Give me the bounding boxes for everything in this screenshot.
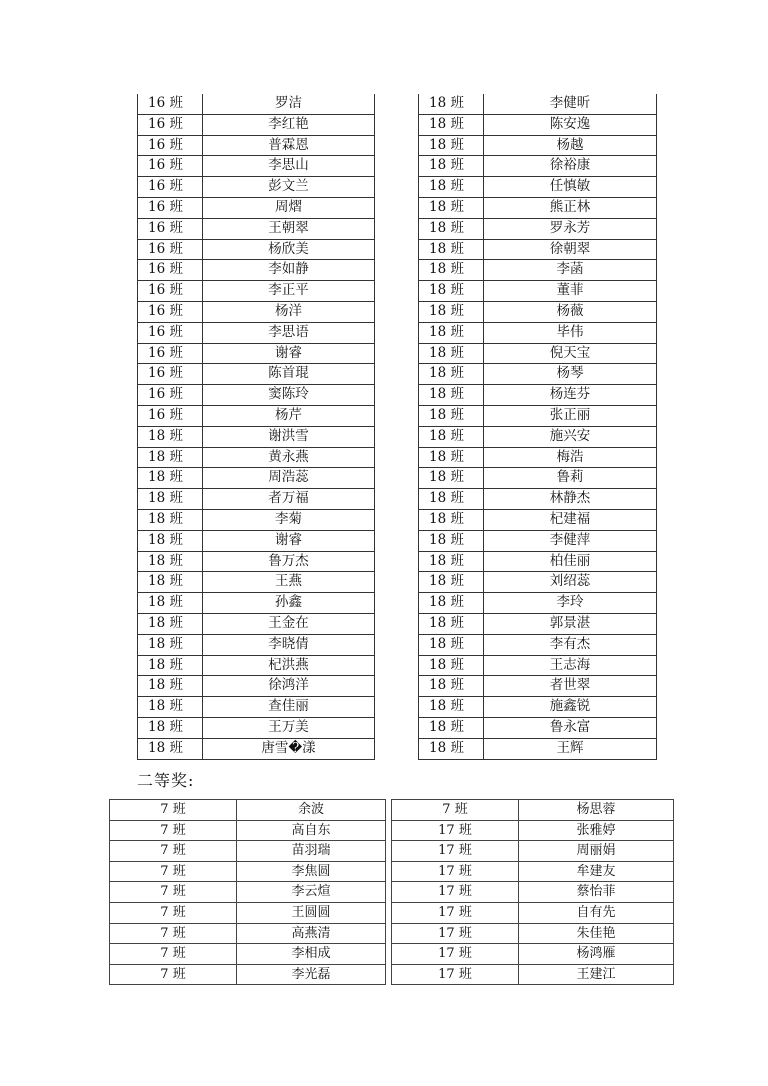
- table-row: [138, 489, 375, 510]
- class-cell: 18 班: [419, 343, 484, 364]
- student-name-cell: 蔡怡菲: [519, 882, 674, 903]
- class-cell: 18 班: [419, 281, 484, 302]
- student-name-cell: 李焦圆: [237, 861, 386, 882]
- student-name-cell: 郭景湛: [484, 613, 657, 634]
- class-cell: 18 班: [138, 717, 203, 738]
- student-name-cell: 张雅婷: [519, 820, 674, 841]
- class-cell: 16 班: [138, 114, 203, 135]
- student-name-cell: 王辉: [484, 738, 657, 759]
- student-name-cell: 杨越: [484, 135, 657, 156]
- student-name-cell: 窦陈玲: [203, 385, 375, 406]
- table-row: [138, 281, 375, 302]
- table-row: [138, 177, 375, 198]
- class-cell: 18 班: [138, 676, 203, 697]
- class-cell: 17 班: [392, 944, 519, 965]
- student-name-cell: 李晓倩: [203, 634, 375, 655]
- class-cell: 7 班: [110, 861, 237, 882]
- class-cell: 17 班: [392, 902, 519, 923]
- student-name-cell: 杨琴: [484, 364, 657, 385]
- table-row: [419, 218, 657, 239]
- student-name-cell: 杨芹: [203, 405, 375, 426]
- class-cell: 18 班: [419, 177, 484, 198]
- table-row: [110, 841, 386, 862]
- student-name-cell: 李菡: [484, 260, 657, 281]
- table-row: [138, 572, 375, 593]
- student-name-cell: 王建江: [519, 964, 674, 985]
- table-row: [110, 923, 386, 944]
- table-row: [138, 676, 375, 697]
- student-name-cell: 李健萍: [484, 530, 657, 551]
- table-row: [392, 964, 674, 985]
- class-cell: 16 班: [138, 405, 203, 426]
- student-name-cell: 毕伟: [484, 322, 657, 343]
- class-cell: 18 班: [138, 613, 203, 634]
- class-cell: 18 班: [419, 468, 484, 489]
- table-row: [419, 655, 657, 676]
- table-row: [110, 902, 386, 923]
- class-cell: 18 班: [419, 405, 484, 426]
- student-name-cell: 查佳丽: [203, 697, 375, 718]
- table-row: [419, 177, 657, 198]
- student-name-cell: 杞建福: [484, 509, 657, 530]
- table-row: [138, 593, 375, 614]
- student-name-cell: 自有先: [519, 902, 674, 923]
- table-row: [138, 509, 375, 530]
- class-cell: 18 班: [138, 426, 203, 447]
- student-name-cell: 杨洋: [203, 301, 375, 322]
- table-row: [392, 944, 674, 965]
- table-row: [138, 426, 375, 447]
- table-row: [419, 426, 657, 447]
- table-row: [419, 530, 657, 551]
- student-name-cell: 鲁莉: [484, 468, 657, 489]
- table-row: [392, 820, 674, 841]
- student-name-cell: 张正丽: [484, 405, 657, 426]
- table-row: [419, 717, 657, 738]
- student-name-cell: 李正平: [203, 281, 375, 302]
- table-row: [138, 530, 375, 551]
- student-name-cell: 陈首琨: [203, 364, 375, 385]
- class-cell: 18 班: [419, 239, 484, 260]
- award-table-1-left: [137, 94, 375, 760]
- student-name-cell: 李有杰: [484, 634, 657, 655]
- class-cell: 16 班: [138, 177, 203, 198]
- table-row: [419, 405, 657, 426]
- class-cell: 18 班: [138, 489, 203, 510]
- table-row: [392, 882, 674, 903]
- table-row: [419, 634, 657, 655]
- class-cell: 18 班: [138, 634, 203, 655]
- student-name-cell: 牟建友: [519, 861, 674, 882]
- class-cell: 18 班: [419, 364, 484, 385]
- class-cell: 18 班: [419, 738, 484, 759]
- table-row: [419, 509, 657, 530]
- class-cell: 18 班: [419, 156, 484, 177]
- table-row: [419, 301, 657, 322]
- student-name-cell: 唐雪�漾: [203, 738, 375, 759]
- table-row: [138, 197, 375, 218]
- student-name-cell: 倪天宝: [484, 343, 657, 364]
- award-table-2-right: [391, 799, 674, 985]
- table-row: [138, 239, 375, 260]
- class-cell: 7 班: [110, 964, 237, 985]
- class-cell: 16 班: [138, 156, 203, 177]
- table-row: [110, 861, 386, 882]
- class-cell: 17 班: [392, 841, 519, 862]
- class-cell: 18 班: [419, 94, 484, 114]
- student-name-cell: 林静杰: [484, 489, 657, 510]
- class-cell: 18 班: [419, 322, 484, 343]
- table-row: [138, 260, 375, 281]
- student-name-cell: 杨薇: [484, 301, 657, 322]
- award-table-1-right: [418, 94, 657, 760]
- student-name-cell: 徐裕康: [484, 156, 657, 177]
- class-cell: 7 班: [110, 800, 237, 821]
- student-name-cell: 熊正林: [484, 197, 657, 218]
- table-row: [419, 322, 657, 343]
- student-name-cell: 任慎敏: [484, 177, 657, 198]
- student-name-cell: 施鑫锐: [484, 697, 657, 718]
- table-row: [419, 447, 657, 468]
- table-row: [138, 738, 375, 759]
- class-cell: 18 班: [419, 676, 484, 697]
- second-prize-heading: 二等奖:: [137, 771, 195, 790]
- class-cell: 18 班: [419, 717, 484, 738]
- student-name-cell: 孙鑫: [203, 593, 375, 614]
- class-cell: 18 班: [419, 218, 484, 239]
- class-cell: 7 班: [110, 944, 237, 965]
- class-cell: 7 班: [110, 923, 237, 944]
- student-name-cell: 罗洁: [203, 94, 375, 114]
- table-row: [392, 861, 674, 882]
- student-name-cell: 王志海: [484, 655, 657, 676]
- class-cell: 18 班: [419, 489, 484, 510]
- class-cell: 18 班: [138, 468, 203, 489]
- class-cell: 18 班: [138, 509, 203, 530]
- student-name-cell: 鲁万杰: [203, 551, 375, 572]
- table-row: [419, 156, 657, 177]
- class-cell: 16 班: [138, 94, 203, 114]
- table-row: [138, 343, 375, 364]
- class-cell: 7 班: [110, 882, 237, 903]
- table-row: [419, 94, 657, 114]
- class-cell: 18 班: [419, 260, 484, 281]
- student-name-cell: 陈安逸: [484, 114, 657, 135]
- class-cell: 18 班: [419, 655, 484, 676]
- student-name-cell: 董菲: [484, 281, 657, 302]
- class-cell: 18 班: [419, 135, 484, 156]
- table-row: [138, 405, 375, 426]
- student-name-cell: 周浩蕊: [203, 468, 375, 489]
- table-row: [419, 197, 657, 218]
- table-row: [138, 717, 375, 738]
- student-name-cell: 李如静: [203, 260, 375, 281]
- class-cell: 17 班: [392, 964, 519, 985]
- student-name-cell: 李光磊: [237, 964, 386, 985]
- student-name-cell: 者万福: [203, 489, 375, 510]
- student-name-cell: 鲁永富: [484, 717, 657, 738]
- table-row: [138, 447, 375, 468]
- table-row: [138, 156, 375, 177]
- table-row: [110, 944, 386, 965]
- class-cell: 18 班: [419, 593, 484, 614]
- class-cell: 17 班: [392, 820, 519, 841]
- table-row: [419, 239, 657, 260]
- class-cell: 18 班: [419, 572, 484, 593]
- student-name-cell: 谢睿: [203, 343, 375, 364]
- student-name-cell: 王圆圆: [237, 902, 386, 923]
- class-cell: 16 班: [138, 301, 203, 322]
- class-cell: 16 班: [138, 260, 203, 281]
- class-cell: 18 班: [138, 551, 203, 572]
- student-name-cell: 李思语: [203, 322, 375, 343]
- student-name-cell: 罗永芳: [484, 218, 657, 239]
- student-name-cell: 徐鸿洋: [203, 676, 375, 697]
- student-name-cell: 者世翠: [484, 676, 657, 697]
- class-cell: 16 班: [138, 197, 203, 218]
- class-cell: 18 班: [138, 738, 203, 759]
- table-row: [392, 841, 674, 862]
- class-cell: 18 班: [138, 593, 203, 614]
- class-cell: 16 班: [138, 239, 203, 260]
- table-row: [419, 489, 657, 510]
- table-row: [138, 364, 375, 385]
- table-row: [138, 697, 375, 718]
- table-row: [419, 281, 657, 302]
- table-row: [419, 114, 657, 135]
- table-row: [419, 738, 657, 759]
- student-name-cell: 杨思蓉: [519, 800, 674, 821]
- table-row: [392, 923, 674, 944]
- student-name-cell: 王燕: [203, 572, 375, 593]
- student-name-cell: 杨鸿雁: [519, 944, 674, 965]
- class-cell: 7 班: [110, 820, 237, 841]
- student-name-cell: 彭文兰: [203, 177, 375, 198]
- table-row: [138, 322, 375, 343]
- class-cell: 16 班: [138, 322, 203, 343]
- student-name-cell: 李健昕: [484, 94, 657, 114]
- class-cell: 18 班: [419, 613, 484, 634]
- table-row: [419, 697, 657, 718]
- class-cell: 17 班: [392, 861, 519, 882]
- student-name-cell: 李玲: [484, 593, 657, 614]
- table-row: [138, 655, 375, 676]
- student-name-cell: 苗羽瑞: [237, 841, 386, 862]
- class-cell: 16 班: [138, 385, 203, 406]
- table-row: [419, 468, 657, 489]
- table-row: [138, 613, 375, 634]
- student-name-cell: 杨欣美: [203, 239, 375, 260]
- table-row: [138, 114, 375, 135]
- class-cell: 18 班: [419, 530, 484, 551]
- student-name-cell: 周丽娟: [519, 841, 674, 862]
- student-name-cell: 王朝翠: [203, 218, 375, 239]
- table-row: [138, 634, 375, 655]
- table-row: [392, 902, 674, 923]
- class-cell: 16 班: [138, 218, 203, 239]
- table-row: [110, 964, 386, 985]
- table-row: [138, 468, 375, 489]
- class-cell: 18 班: [138, 655, 203, 676]
- class-cell: 7 班: [110, 841, 237, 862]
- student-name-cell: 余波: [237, 800, 386, 821]
- student-name-cell: 高燕清: [237, 923, 386, 944]
- table-row: [419, 260, 657, 281]
- table-row: [419, 364, 657, 385]
- class-cell: 18 班: [419, 697, 484, 718]
- student-name-cell: 王万美: [203, 717, 375, 738]
- student-name-cell: 李红艳: [203, 114, 375, 135]
- table-row: [138, 551, 375, 572]
- table-row: [419, 135, 657, 156]
- student-name-cell: 梅浩: [484, 447, 657, 468]
- student-name-cell: 周熠: [203, 197, 375, 218]
- student-name-cell: 杞洪燕: [203, 655, 375, 676]
- table-row: [419, 572, 657, 593]
- student-name-cell: 王金在: [203, 613, 375, 634]
- student-name-cell: 刘绍蕊: [484, 572, 657, 593]
- student-name-cell: 杨连芬: [484, 385, 657, 406]
- student-name-cell: 李相成: [237, 944, 386, 965]
- student-name-cell: 高自东: [237, 820, 386, 841]
- class-cell: 18 班: [419, 551, 484, 572]
- table-row: [138, 301, 375, 322]
- class-cell: 18 班: [419, 114, 484, 135]
- student-name-cell: 李思山: [203, 156, 375, 177]
- student-name-cell: 徐朝翠: [484, 239, 657, 260]
- class-cell: 16 班: [138, 343, 203, 364]
- student-name-cell: 黄永燕: [203, 447, 375, 468]
- student-name-cell: 李云煊: [237, 882, 386, 903]
- class-cell: 16 班: [138, 135, 203, 156]
- class-cell: 18 班: [138, 572, 203, 593]
- table-row: [419, 676, 657, 697]
- table-row: [138, 385, 375, 406]
- class-cell: 18 班: [419, 301, 484, 322]
- class-cell: 18 班: [138, 447, 203, 468]
- class-cell: 16 班: [138, 281, 203, 302]
- table-row: [419, 385, 657, 406]
- award-table-2-left: [109, 799, 386, 985]
- class-cell: 7 班: [392, 800, 519, 821]
- table-row: [419, 343, 657, 364]
- table-row: [138, 218, 375, 239]
- class-cell: 18 班: [419, 426, 484, 447]
- class-cell: 18 班: [419, 385, 484, 406]
- student-name-cell: 施兴安: [484, 426, 657, 447]
- table-row: [110, 820, 386, 841]
- class-cell: 18 班: [419, 447, 484, 468]
- table-row: [138, 135, 375, 156]
- class-cell: 18 班: [138, 697, 203, 718]
- class-cell: 17 班: [392, 923, 519, 944]
- table-row: [110, 800, 386, 821]
- student-name-cell: 朱佳艳: [519, 923, 674, 944]
- class-cell: 18 班: [419, 197, 484, 218]
- class-cell: 18 班: [419, 634, 484, 655]
- student-name-cell: 李菊: [203, 509, 375, 530]
- student-name-cell: 普霖恩: [203, 135, 375, 156]
- class-cell: 18 班: [419, 509, 484, 530]
- table-row: [138, 94, 375, 114]
- table-row: [419, 593, 657, 614]
- class-cell: 7 班: [110, 902, 237, 923]
- class-cell: 18 班: [138, 530, 203, 551]
- table-row: [419, 551, 657, 572]
- table-row: [392, 800, 674, 821]
- student-name-cell: 谢睿: [203, 530, 375, 551]
- student-name-cell: 谢洪雪: [203, 426, 375, 447]
- class-cell: 17 班: [392, 882, 519, 903]
- class-cell: 16 班: [138, 364, 203, 385]
- table-row: [110, 882, 386, 903]
- table-row: [419, 613, 657, 634]
- student-name-cell: 柏佳丽: [484, 551, 657, 572]
